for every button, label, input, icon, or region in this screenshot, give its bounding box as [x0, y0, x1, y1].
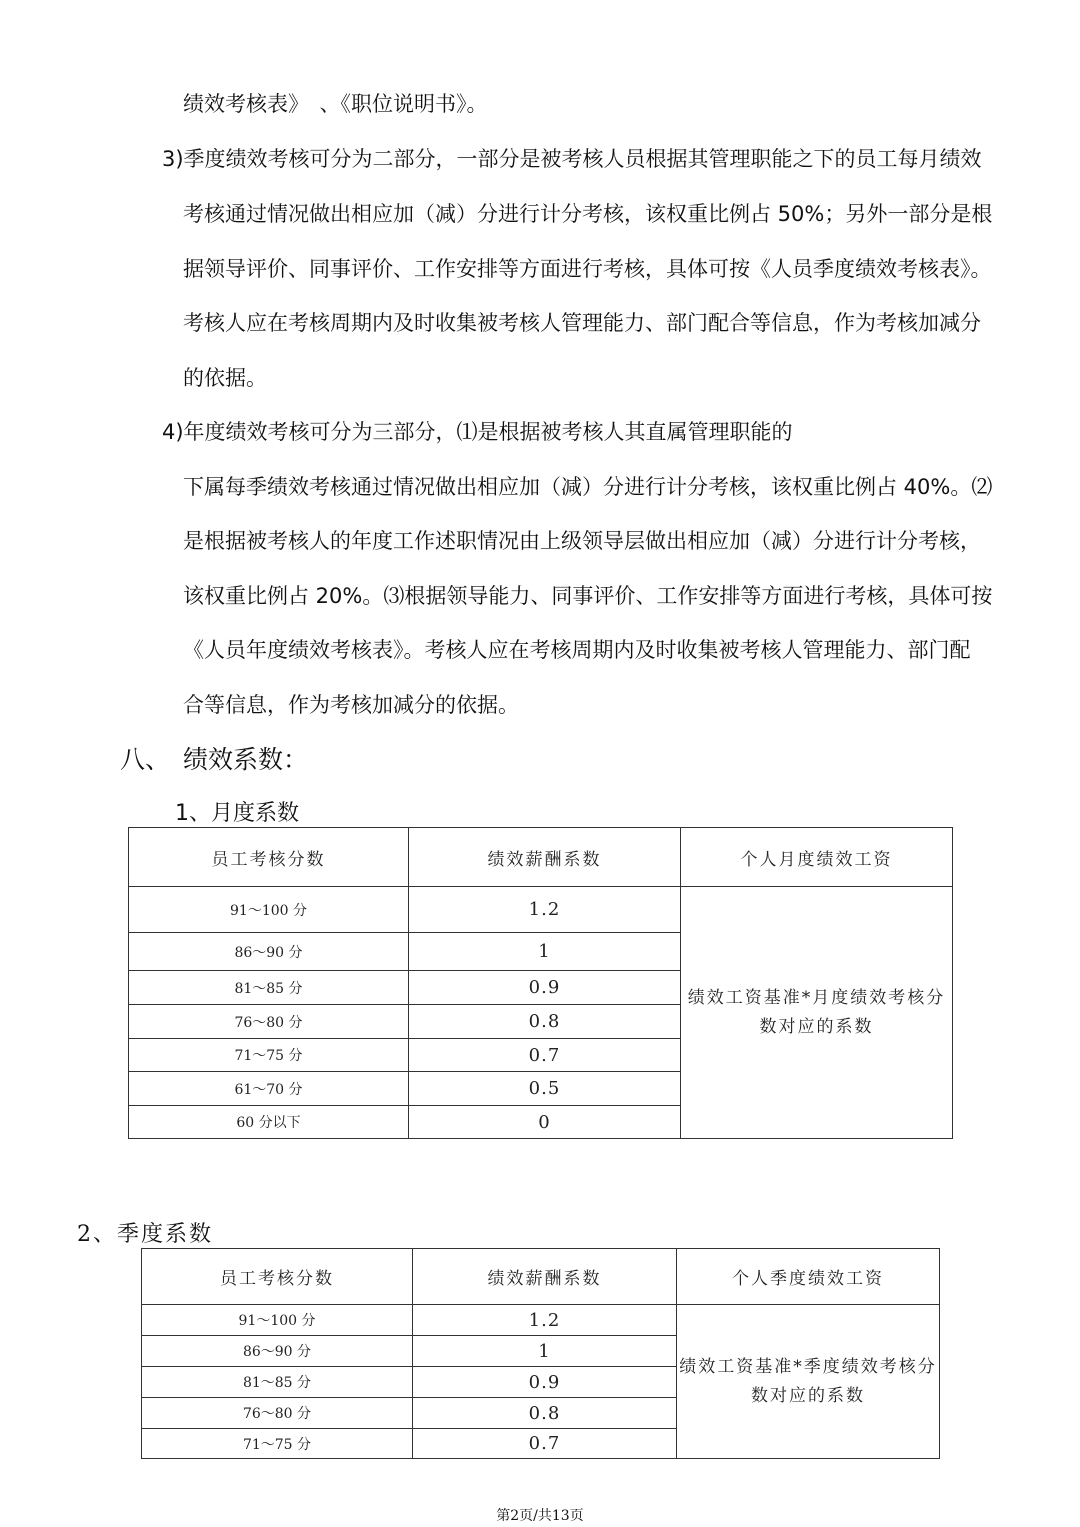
coefficient-value: 0.9: [409, 971, 681, 1005]
paragraph-line: 合等信息，作为考核加减分的依据。: [183, 693, 519, 717]
salary-formula: 绩效工资基准*月度绩效考核分数对应的系数: [681, 887, 953, 1139]
score-range: 91～100 分: [129, 887, 409, 933]
paragraph-line: 3)季度绩效考核可分为二部分，一部分是被考核人员根据其管理职能之下的员工每月绩效: [162, 147, 982, 171]
header-coefficient: 绩效薪酬系数: [409, 828, 681, 887]
quarterly-coefficient-table: [141, 1248, 940, 1459]
coefficient-value: 0.5: [409, 1072, 681, 1106]
section-title: 绩效系数：: [183, 745, 309, 774]
paragraph-line: 4)年度绩效考核可分为三部分，⑴是根据被考核人其直属管理职能的: [162, 420, 793, 444]
score-range: 86～90 分: [142, 1336, 413, 1367]
header-salary: 个人季度绩效工资: [677, 1249, 940, 1305]
coefficient-value: 0: [409, 1106, 681, 1139]
coefficient-value: 0.8: [409, 1005, 681, 1039]
score-range: 86～90 分: [129, 933, 409, 971]
coefficient-value: 0.7: [413, 1429, 677, 1459]
header-score: 员工考核分数: [142, 1249, 413, 1305]
coefficient-value: 0.8: [413, 1398, 677, 1429]
page-number: 第2页/共13页: [496, 1508, 584, 1524]
salary-formula: 绩效工资基准*季度绩效考核分数对应的系数: [677, 1305, 940, 1459]
table-row: [142, 1305, 940, 1336]
header-score: 员工考核分数: [129, 828, 409, 887]
score-range: 71～75 分: [129, 1039, 409, 1072]
score-range: 81～85 分: [142, 1367, 413, 1398]
score-range: 76～80 分: [129, 1005, 409, 1039]
paragraph-line: 的依据。: [183, 366, 267, 390]
score-range: 61～70 分: [129, 1072, 409, 1106]
section-number: 八、: [120, 745, 171, 774]
header-coefficient: 绩效薪酬系数: [413, 1249, 677, 1305]
table-header-row: [129, 828, 953, 887]
paragraph-line: 考核通过情况做出相应加（减）分进行计分考核，该权重比例占 50%；另外一部分是根: [183, 202, 993, 226]
table-row: [129, 887, 953, 933]
coefficient-value: 1: [409, 933, 681, 971]
paragraph-line: 据领导评价、同事评价、工作安排等方面进行考核，具体可按《人员季度绩效考核表》。: [183, 257, 992, 281]
paragraph-line: 该权重比例占 20%。⑶根据领导能力、同事评价、工作安排等方面进行考核，具体可按: [183, 584, 993, 608]
score-range: 81～85 分: [129, 971, 409, 1005]
paragraph-line: 下属每季绩效考核通过情况做出相应加（减）分进行计分考核，该权重比例占 40%。⑵: [183, 475, 993, 499]
score-range: 76～80 分: [142, 1398, 413, 1429]
paragraph-line: 是根据被考核人的年度工作述职情况由上级领导层做出相应加（减）分进行计分考核，: [183, 529, 981, 553]
score-range: 71～75 分: [142, 1429, 413, 1459]
coefficient-value: 1: [413, 1336, 677, 1367]
monthly-coefficient-table: [128, 827, 953, 1139]
score-range: 60 分以下: [129, 1106, 409, 1139]
paragraph-line: 《人员年度绩效考核表》。考核人应在考核周期内及时收集被考核人管理能力、部门配: [183, 638, 971, 662]
paragraph-line: 考核人应在考核周期内及时收集被考核人管理能力、部门配合等信息，作为考核加减分: [183, 311, 981, 335]
quarterly-table-title: 2、季度系数: [77, 1222, 213, 1247]
header-salary: 个人月度绩效工资: [681, 828, 953, 887]
table-header-row: [142, 1249, 940, 1305]
coefficient-value: 1.2: [409, 887, 681, 933]
coefficient-value: 0.7: [409, 1039, 681, 1072]
monthly-table-title: 1、月度系数: [175, 801, 299, 826]
coefficient-value: 0.9: [413, 1367, 677, 1398]
paragraph-line: 绩效考核表》 、《职位说明书》。: [183, 92, 488, 116]
coefficient-value: 1.2: [413, 1305, 677, 1336]
score-range: 91～100 分: [142, 1305, 413, 1336]
